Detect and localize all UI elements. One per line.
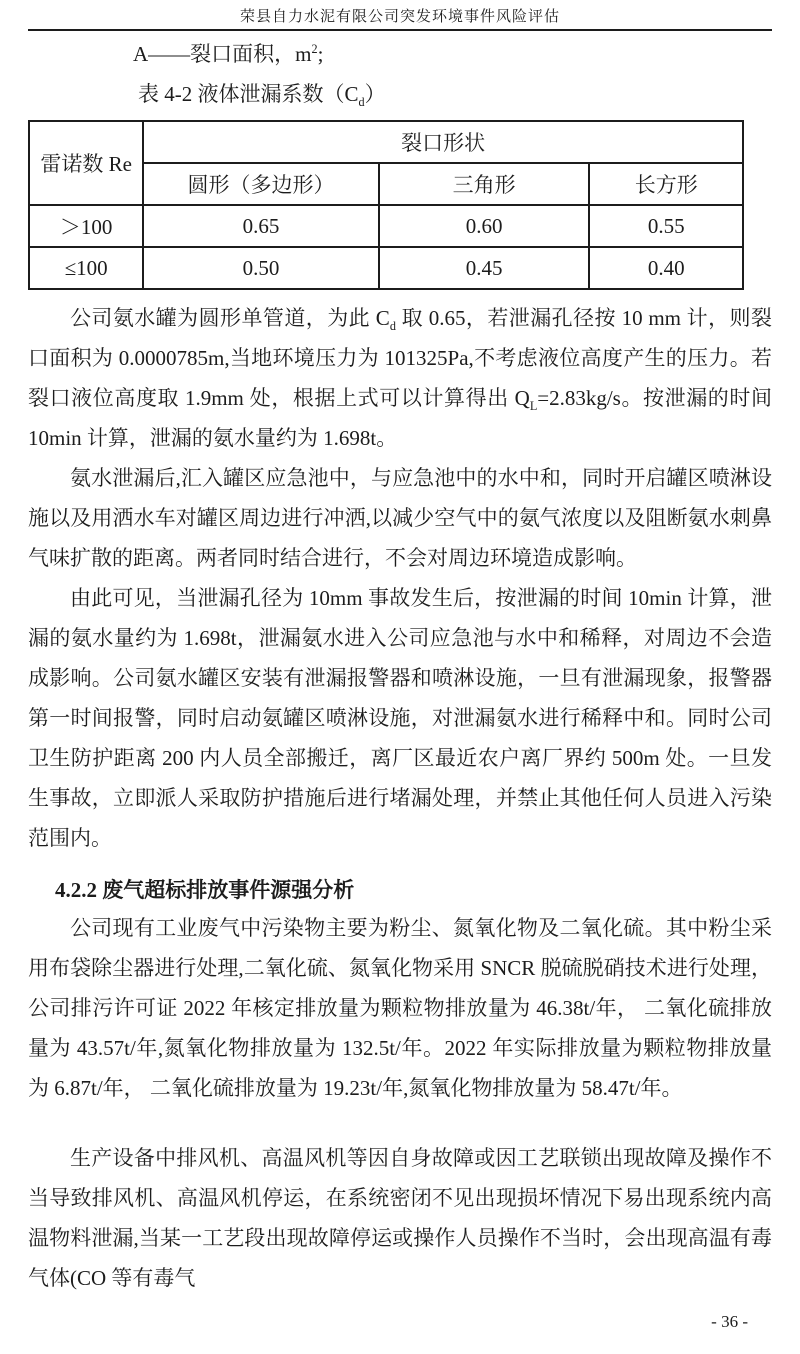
paragraph-emission-amounts: 公司现有工业废气中污染物主要为粉尘、氮氧化物及二氧化硫。其中粉尘采用布袋除尘器进行处理,二氧化硫、氮氧化物采用 SNCR 脱硫脱硝技术进行处理，公司排污许可证 2022 年核定排放量为颗粒物排放量为 46.38t/年， 二氧化硫排放量为 43.57t/年,氮氧化物排放量为 132.5t/年。2022 年实际排放量为颗粒物排放量为 6.87t/年， 二氧化硫排放量为 19.23t/年,氮氧化物排放量为 58.47t/年。	[28, 916, 772, 1100]
paragraph-leak-emergency-response: 氨水泄漏后,汇入罐区应急池中，与应急池中的水中和，同时开启罐区喷淋设施以及用洒水车对罐区周边进行冲洒,以减少空气中的氨气浓度以及阻断氨水刺鼻气味扩散的距离。两者同时结合进行，不会对周边环境造成影响。	[28, 466, 772, 570]
page-number: - 36 -	[711, 1312, 748, 1331]
table-header-crack-shape: 裂口形状	[143, 121, 743, 163]
table-header-circle-polygon: 圆形（多边形）	[143, 163, 379, 205]
cell-le100-rectangle: 0.40	[589, 247, 743, 289]
cell-le100-triangle: 0.45	[379, 247, 590, 289]
page-footer	[711, 1312, 748, 1332]
paragraph-leak-conclusion: 由此可见，当泄漏孔径为 10mm 事故发生后，按泄漏的时间 10min 计算，泄漏的氨水量约为 1.698t，泄漏氨水进入公司应急池与水中和稀释，对周边不会造成影响。公司氨水罐区安装有泄漏报警器和喷淋设施，一旦有泄漏现象，报警器第一时间报警，同时启动氨罐区喷淋设施，对泄漏氨水进行稀释中和。同时公司卫生防护距离 200 内人员全部搬迁，离厂区最近农户离厂界约 500m 处。一旦发生事故，立即派人采取防护措施后进行堵漏处理，并禁止其他任何人员进入污染范围内。	[28, 586, 772, 850]
paragraph-leak-calculation: 公司氨水罐为圆形单管道，为此 $C_d$ 取 0.65，若泄漏孔径按 10 mm 计，则裂口面积为 0.0000785m,当地环境压力为 101325Pa,不考虑液位高度产生的压力。若裂口液位高度取 1.9mm 处，根据上式可以计算得出 $Q_L=2.83kg/s$。按泄漏的时间 10min 计算，泄漏的氨水量约为 1.698t。	[28, 306, 772, 450]
cell-le100-circle: 0.50	[143, 247, 379, 289]
cell-reynolds-gt-100: ＞100	[29, 205, 143, 247]
table-row-re-gt-100	[29, 205, 743, 247]
cell-gt100-circle: 0.65	[143, 205, 379, 247]
table-header-row-1	[29, 121, 743, 163]
paragraph-equipment-failure: 生产设备中排风机、高温风机等因自身故障或因工艺联锁出现故障及操作不当导致排风机、高温风机停运，在系统密闭不见出现损坏情况下易出现系统内高温物料泄漏,当某一工艺段出现故障停运或操作人员操作不当时，会出现高温有毒气体(CO 等有毒气	[28, 1146, 772, 1290]
liquid-leak-coefficient-table	[28, 120, 744, 290]
table-caption: 表 4-2 液体泄漏系数$(C_d)$	[138, 82, 386, 110]
table-row-re-le-100	[29, 247, 743, 289]
section-heading-4-2-2: 4.2.2 废气超标排放事件源强分析	[55, 878, 355, 902]
header-title: 荣县自力水泥有限公司突发环境事件风险评估	[239, 9, 560, 25]
page-header	[28, 8, 772, 31]
table-header-reynolds: 雷诺数 Re	[29, 121, 143, 205]
cell-reynolds-le-100: ≤100	[29, 247, 143, 289]
table-header-rectangle: 长方形	[589, 163, 743, 205]
cell-gt100-rectangle: 0.55	[589, 205, 743, 247]
table-header-triangle: 三角形	[379, 163, 590, 205]
cell-gt100-triangle: 0.60	[379, 205, 590, 247]
formula-variable-definition: A——裂口面积，$m^2$;	[133, 42, 324, 66]
